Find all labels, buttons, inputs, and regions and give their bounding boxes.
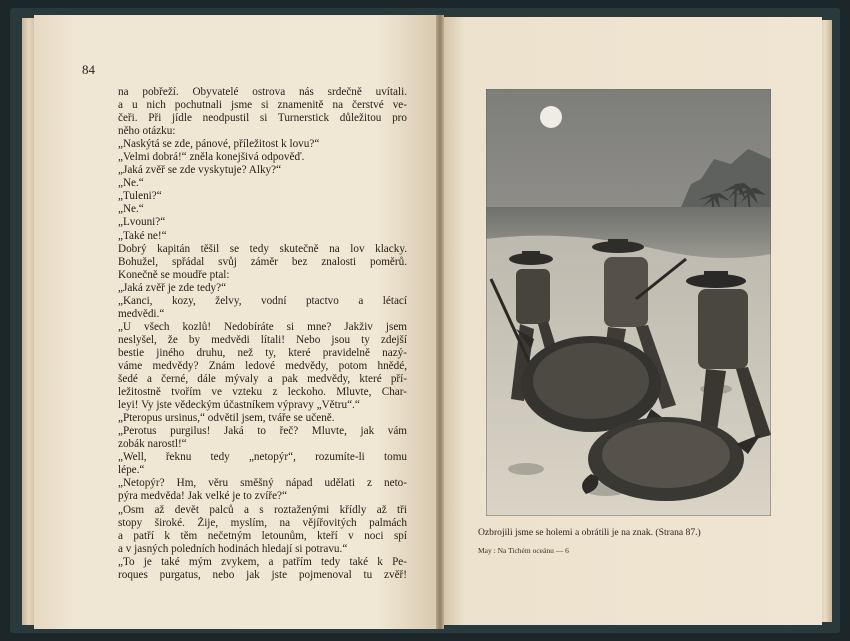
text-line: leyi! Vy jste vědeckým účastníkem výpravy „Větru“.“ [118,399,360,412]
text-line: Dobrý kapitán těšil se tedy skutečně na lov klacky. [118,242,407,255]
moon-icon [540,106,562,128]
text-line: „Naskýtá se zde, pánové, příležitost k lovu?“ [118,138,320,151]
text-line: „Tuleni?“ [118,190,162,203]
text-line: „Ne.“ [118,177,144,190]
text-line: stopy široké. Žije, myslím, na vějířovitých palmách [118,516,407,529]
text-line: roques purgatus, nebo jak jste pojmenoval tu zvěř! [118,568,407,581]
illustration-turtle-hunt [486,89,771,516]
text-line: a patří k těm nečetným letounům, kteří v noci spí [118,529,407,542]
text-line: „Jaká zvěř je zde tedy?“ [118,281,227,294]
text-line: „Velmi dobrá!“ zněla konejšivá odpověď. [118,151,305,164]
text-line: bestie jiného druhu, než ty, které pravidelně nazý- [118,346,407,359]
text-line: pýra medvěda! Jak velké je to zvíře?“ [118,490,287,503]
text-line: něho otázku: [118,125,176,138]
text-line: „U všech kozlů! Nedobíráte si mne? Jakživ jsem [118,320,407,333]
text-line: „Lvouni?“ [118,216,166,229]
text-line: „To je také mým zvykem, a patřím tedy také k Pe- [118,555,407,568]
text-line: „Kanci, kozy, želvy, vodní ptactvo a létací [118,294,407,307]
text-line: na pobřeží. Obyvatelé ostrova nás srdečně uvítali. [118,86,407,98]
text-line: a v jasných poledních hodinách hledají si potravu.“ [118,542,348,555]
text-line: „Osm až devět palců a s roztaženými křídly až tři [118,503,407,516]
illustration-caption: Ozbrojili jsme se holemi a obrátili je na znak. (Strana 87.) [478,527,701,538]
body-text [118,86,407,582]
text-line: ležitostně tvořím ve vzteku z leckoho. Mluvte, Char- [118,386,407,399]
signature-footer: May : Na Tichém oceánu — 6 [478,546,569,555]
text-line: „Netopýr? Hm, věru směšný nápad udělati z neto- [118,477,407,490]
text-line: Konečně se moudře ptal: [118,268,230,281]
text-line: váme medvědy? Znám ledové medvědy, potom hnědé, [118,359,407,372]
text-line: Bohužel, spřádal svůj záměr bez znalosti poměrů. [118,255,407,268]
text-line: „Ne.“ [118,203,144,216]
text-line: „Perotus purgilus! Jaká to řeč? Mluvte, jak vám [118,425,407,438]
text-line: „Jaká zvěř se zde vyskytuje? Alky?“ [118,164,282,177]
text-line: lépe.“ [118,464,145,477]
text-line: zobák narostl!“ [118,438,187,451]
text-line: šedé a černé, dále mývaly a pak medvědy, které pří- [118,373,407,386]
text-line: medvědi.“ [118,307,165,320]
page-number: 84 [82,62,95,77]
text-line: „Well, řeknu tedy „netopýr“, rozumíte-li tomu [118,451,407,464]
text-line: „Pteropus ursinus,“ odvětil jsem, tváře se učeně. [118,412,335,425]
text-line: čeři. Při jídle neodpustil si Turnerstick důležitou pro [118,112,407,125]
text-line: „Také ne!“ [118,229,167,242]
text-line: neslyšel, že by medvědi lítali! Nebo jsou ty zdejší [118,333,407,346]
text-line: a u nich pochutnali jsme si znamenitě na čerstvé ve- [118,99,407,112]
book-gutter [436,15,444,629]
